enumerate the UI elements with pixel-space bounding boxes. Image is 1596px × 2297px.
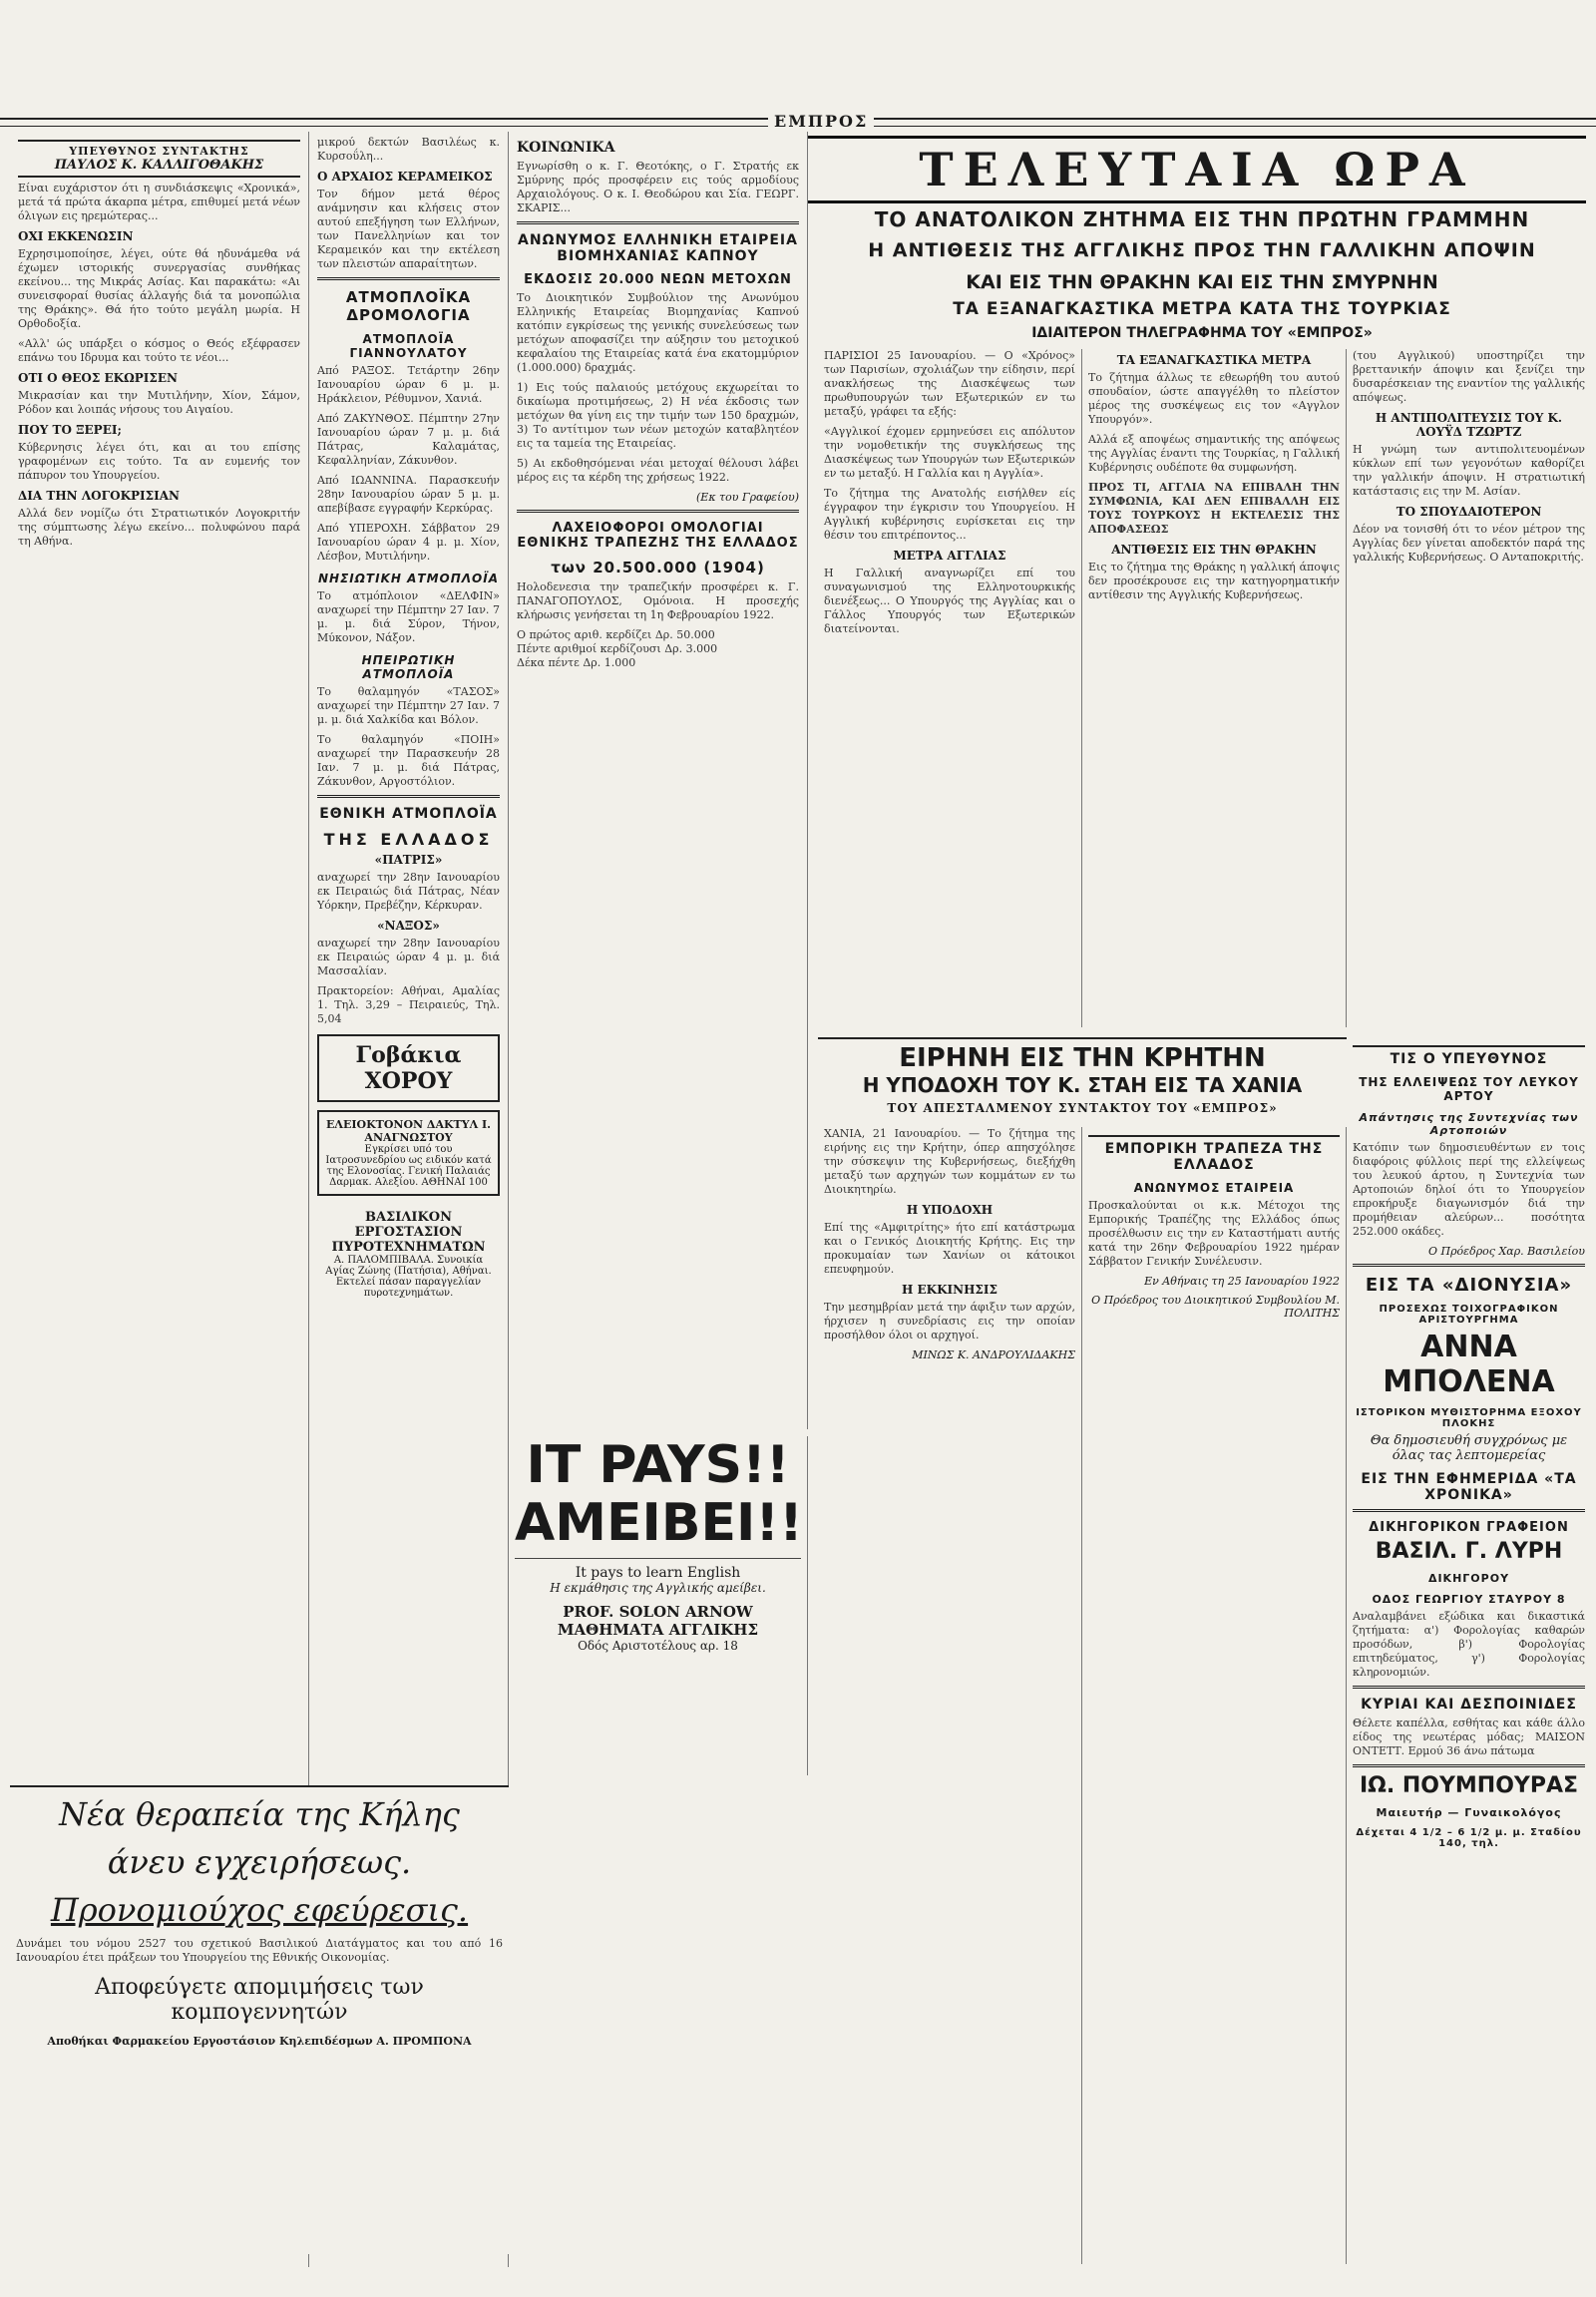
crete-subheadline: ΤΟΥ ΑΠΕΣΤΑΛΜΕΝΟΥ ΣΥΝΤΑΚΤΟΥ ΤΟΥ «ΕΜΠΡΟΣ» (887, 1101, 1278, 1115)
advert-title: ΚΥΡΙΑΙ ΚΑΙ ΔΕΣΠΟΙΝΙΔΕΣ (1361, 1697, 1577, 1713)
article-paragraph: Η Γαλλική αναγνωρίζει επί του συναγωνισμού της Ελληνοτουρκικής διενέξεως... Ο Υπουργός της Αγγλίας και ο Γάλλος Υπουργός των Εξωτερικών διατείνονται. (824, 567, 1075, 635)
agent-info: Πρακτορείον: Αθήναι, Αμαλίας 1. Τηλ. 3,29 – Πειραιεύς, Τηλ. 5,04 (317, 984, 500, 1025)
notice-date: Εν Αθήναις τη 25 Ιανουαρίου 1922 (1144, 1275, 1340, 1288)
article-paragraph: «Αλλ' ώς υπάρξει ο κόσμος ο Θεός εξέφρασεν επάνω του Ιδρυμα και τούτο τε νέοι... (18, 337, 300, 364)
article-subhead: ΠΟΥ ΤΟ ΞΕΡΕΙ; (18, 423, 122, 437)
section-title: ΚΟΙΝΩΝΙΚΑ (517, 140, 615, 156)
article-subhead: Η ΥΠΟΔΟΧΗ (906, 1203, 994, 1217)
article-subhead: Ο ΑΡΧΑΙΟΣ ΚΕΡΑΜΕΙΚΟΣ (317, 170, 493, 184)
divider (517, 510, 799, 513)
divider (515, 1558, 801, 1559)
schedule-item: αναχωρεί την 28ην Ιανουαρίου εκ Πειραιώς διά Πάτρας, Νέαν Υόρκην, Πρεβέζην, Κέρκυραν. (317, 871, 500, 912)
schedule-item: Από ΙΩΑΝΝΙΝΑ. Παρασκευήν 28ην Ιανουαρίου ώραν 5 μ. μ. απεβίβασε εγγραφήν Κερκύρας. (317, 474, 500, 515)
section-subtitle: ΕΚΔΟΣΙΣ 20.000 ΝΕΩΝ ΜΕΤΟΧΩΝ (524, 272, 792, 287)
advert-text: ΕΙΣ ΤΗΝ ΕΦΗΜΕΡΙΔΑ «ΤΑ ΧΡΟΝΙΚΑ» (1361, 1471, 1577, 1503)
notice-subtitle: ΑΝΩΝΥΜΟΣ ΕΤΑΙΡΕΙΑ (1133, 1181, 1295, 1195)
masthead-label: ΕΜΠΡΟΣ (768, 112, 874, 131)
article-paragraph: Είναι ευχάριστον ότι η συνδιάσκεψις «Χρονικά», μετά τά πρώτα άκαρπα μέτρα, επιθυμεί μετά νέων όλιγων εις ηρεμώτερας... (18, 182, 300, 222)
main-subcol-3 (1347, 349, 1591, 1027)
article-title: ΤΗΣ ΕΛΛΕΙΨΕΩΣ ΤΟΥ ΛΕΥΚΟΥ ΑΡΤΟΥ (1359, 1075, 1579, 1103)
article-subhead: Η ΑΝΤΙΠΟΛΙΤΕΥΣΙΣ ΤΟΥ Κ. ΛΟΥΫΔ ΤΖΩΡΤΖ (1375, 411, 1563, 439)
advert-text: ΔΙΚΗΓΟΡΟΥ (1427, 1572, 1510, 1585)
advert-text: Δυνάμει του νόμου 2527 του σχετικού Βασιλικού Διατάγματος και του από 16 Ιανουαρίου έτει πράξεων του Υπουργείου της Εθνικής Οικονομίας. (16, 1937, 503, 1964)
schedule-item: Το θαλαμηγόν «ΠΟΙΗ» αναχωρεί την Παρασκευήν 28 Ιαν. 7 μ. μ. διά Πάτρας, Ζάκυνθον, Αργοστόλιον. (317, 733, 500, 788)
advert-text: ΙΣΤΟΡΙΚΟΝ ΜΥΘΙΣΤΟΡΗΜΑ ΕΞΟΧΟΥ ΠΛΟΚΗΣ (1356, 1407, 1582, 1429)
section-title: ΗΠΕΙΡΩΤΙΚΗ ΑΤΜΟΠΛΟΪΑ (361, 653, 456, 681)
advert-text: ΠΡΟΣΕΧΩΣ ΤΟΙΧΟΓΡΑΦΙΚΟΝ ΑΡΙΣΤΟΥΡΓΗΜΑ (1379, 1304, 1559, 1326)
editor-box (18, 140, 300, 178)
section-subtitle: ΤΗΣ ΕΛΛΑΔΟΣ (323, 830, 494, 849)
section-title: ΝΗΣΙΩΤΙΚΗ ΑΤΜΟΠΛΟΪΑ (317, 572, 500, 585)
headline-banner: ΚΑΙ ΕΙΣ ΤΗΝ ΘΡΑΚΗΝ ΚΑΙ ΕΙΣ ΤΗΝ ΣΜΥΡΝΗΝ (966, 271, 1438, 293)
article-paragraph: Τον δήμον μετά θέρος ανάμνησιν και κλήσεις στον αυτού επεξήγηση των Ελλήνων, των Πανελληνίων και τον Κεραμεικόν και την εκτέλεση των πλειστών απαραίτητων. (317, 188, 500, 270)
schedule-item: Το θαλαμηγόν «ΤΑΣΟΣ» αναχωρεί την Πέμπτην 27 Ιαν. 7 μ. μ. διά Χαλκίδα και Βόλον. (317, 685, 500, 726)
advert-title: ΛΑΧΕΙΟΦΟΡΟΙ ΟΜΟΛΟΓΙΑΙ ΕΘΝΙΚΗΣ ΤΡΑΠΕΖΗΣ ΤΗΣ ΕΛΛΑΔΟΣ (517, 521, 799, 551)
notice-text: Προσκαλούνται οι κ.κ. Μέτοχοι της Εμπορικής Τραπέζης της Ελλάδος όπως προσέλθωσιν εις την εν Καταστήματι αυτής κατά την 26ην Φεβρουαρίου 1922 ημέραν Σάββατον Γενικήν Συνέλευσιν. (1088, 1199, 1340, 1268)
advert-address: ΟΔΟΣ ΓΕΩΡΓΙΟΥ ΣΤΑΥΡΟΥ 8 (1372, 1593, 1566, 1606)
lottery-row: Δέκα πέντε Δρ. 1.000 (517, 656, 636, 669)
article-paragraph: Την μεσημβρίαν μετά την άφιξιν των αρχών, ήρχισεν η συνεδρίασις εις την οποίαν προσήλθον όλοι οι αρχηγοί. (824, 1301, 1075, 1341)
article-paragraph: ΠΡΟΣ ΤΙ, ΑΓΓΛΙΑ ΝΑ ΕΠΙΒΑΛΗ ΤΗΝ ΣΥΜΦΩΝΙΑ, ΚΑΙ ΔΕΝ ΕΠΙΒΑΛΛΗ ΕΙΣ ΤΟΥΣ ΤΟΥΡΚΟΥΣ Η ΕΚΤΕΛΕΣΙΣ ΤΗΣ ΑΠΟΦΑΣΕΩΣ (1088, 481, 1340, 536)
hernia-advert (10, 1785, 509, 2254)
advert-text: It pays to learn English (575, 1565, 741, 1581)
advert-title: ΒΑΣΙΛΙΚΟΝ ΕΡΓΟΣΤΑΣΙΟΝ ΠΥΡΟΤΕΧΝΗΜΑΤΩΝ (331, 1210, 486, 1255)
advert-text: Δέχεται 4 1/2 – 6 1/2 μ. μ. Σταδίου 140, τηλ. (1356, 1827, 1582, 1849)
crete-subcol-2 (1082, 1127, 1347, 2264)
article-subhead: Η ΕΚΚΙΝΗΣΙΣ (901, 1283, 998, 1297)
advert-name: ΙΩ. ΠΟΥΜΠΟΥΡΑΣ (1359, 1773, 1579, 1798)
divider (1353, 1764, 1585, 1767)
article-paragraph: Επί της «Αμφιτρίτης» ήτο επί κατάστρωμα και ο Γενικός Διοικητής Κρήτης. Εις την προκυμαίαν των Χανίων οι κάτοικοι επευφημούν. (824, 1221, 1075, 1276)
advert-box (317, 1110, 500, 1196)
notice-title: ΕΜΠΟΡΙΚΗ ΤΡΑΠΕΖΑ ΤΗΣ ΕΛΛΑΔΟΣ (1088, 1135, 1340, 1173)
article-paragraph: (του Αγγλικού) υποστηρίζει την βρεττανικήν άποψιν και ξενίζει την δυσαρέσκειαν της εναντίον της γαλλικής απόψεως. (1353, 349, 1585, 404)
schedule-item: Από ΥΠΕΡΟΧΗ. Σάββατον 29 Ιανουαρίου ώραν 4 μ. μ. Χίον, Λέσβον, Μυτιλήνην. (317, 522, 500, 563)
article-paragraph: Κύβερνησις λέγει ότι, και αι του επίσης γραφομένων εις τούτο. Τα αν ευμενής τον πάπυρον του Υπουργείου. (18, 441, 300, 482)
signature: Ο Πρόεδρος Χαρ. Βασιλείου (1427, 1245, 1585, 1258)
article-subhead: ΑΝΤΙΘΕΣΙΣ ΕΙΣ ΤΗΝ ΘΡΑΚΗΝ (1111, 543, 1317, 557)
advert-address: Οδός Αριστοτέλους αρ. 18 (578, 1639, 738, 1653)
advert-text: Θα δημοσιευθή συγχρόνως με όλας τας λεπτομερείας (1370, 1433, 1568, 1463)
advert-box (317, 1204, 500, 1305)
advert-name: PROF. SOLON ARNOW (563, 1603, 753, 1621)
headline-banner: ΤΟ ΑΝΑΤΟΛΙΚΟΝ ΖΗΤΗΜΑ ΕΙΣ ΤΗΝ ΠΡΩΤΗΝ ΓΡΑΜΜΗΝ (874, 207, 1530, 231)
right-subcol (1347, 1037, 1591, 2264)
article-paragraph: Αλλά εξ αποψέως σημαντικής της απόψεως της Αγγλίας έναντι της Τουρκίας, η Γαλλική Κυβέρνησις ουδέποτε θα συμφωνήση. (1088, 433, 1340, 474)
article-subhead: ΔΙΑ ΤΗΝ ΛΟΓΟΚΡΙΣΙΑΝ (18, 489, 181, 503)
lottery-row: Πέντε αριθμοί κερδίζουσι Δρ. 3.000 (517, 642, 718, 655)
article-paragraph: Εχρησιμοποίησε, λέγει, ούτε θά ηδυνάμεθα νά έχωμεν ιστορικής συνεργασίας συνθήκας εκείνου... της Μικράς Ασίας. Και παρακάτω: «Αι συνεισφοραί θυσίας άλλαγής διά τα μονοπώλια της Θράκης». Θά ήτο τούτο μεγάλη μωρία. Η Ορθοδοξία. (18, 247, 300, 330)
advert-name: ΒΑΣΙΛ. Γ. ΛΥΡΗ (1375, 1539, 1563, 1564)
advert-text: Η εκμάθησις της Αγγλικής αμείβει. (550, 1581, 766, 1595)
advert-text: Θέλετε καπέλλα, εσθήτας και κάθε άλλο είδος της νεωτέρας μόδας; ΜΑΙΣΟΝ ΟΝΤΕΤΤ. Ερμού 36 άνω πάτωμα (1353, 1717, 1585, 1757)
advert-headline: Προνομιούχος εφεύρεσις. (50, 1891, 469, 1929)
article-paragraph: Εις το ζήτημα της Θράκης η γαλλική άποψις δεν προσέκρουσε εις την κατηγορηματικήν αντίθεσιν της Αγγλικής Κυβερνήσεως. (1088, 561, 1340, 601)
article-paragraph: Το ζήτημα άλλως τε εθεωρήθη του αυτού σπουδαίον, ώστε απαγγέλθη το πλείστον μέρος της συσκέψεως εις τον «Αγγλον Υπουργόν». (1088, 371, 1340, 426)
article-subtitle: Απάντησις της Συντεχνίας των Αρτοποιών (1359, 1111, 1579, 1137)
headline-banner: ΙΔΙΑΙΤΕΡΟΝ ΤΗΛΕΓΡΑΦΗΜΑ ΤΟΥ «ΕΜΠΡΟΣ» (1031, 325, 1373, 341)
schedule-item: αναχωρεί την 28ην Ιανουαρίου εκ Πειραιώς ώραν 4 μ. μ. διά Μασσαλίαν. (317, 937, 500, 977)
advert-title: ΔΙΚΗΓΟΡΙΚΟΝ ΓΡΑΦΕΙΟΝ (1369, 1520, 1569, 1535)
divider (317, 277, 500, 280)
schedule-item: Από ΖΑΚΥΝΘΟΣ. Πέμπτην 27ην Ιανουαρίου ώραν 7 μ. μ. διά Πάτρας, Καλαμάτας, Κεφαλληνίαν, Ζάκυνθον. (317, 412, 500, 467)
article-subhead: ΤΑ ΕΞΑΝΑΓΚΑΣΤΙΚΑ ΜΕΤΡΑ (1116, 353, 1312, 367)
crete-subcol-1 (818, 1127, 1082, 2264)
article-paragraph: Το Διοικητικόν Συμβούλιον της Ανωνύμου Ελληνικής Εταιρείας Βιομηχανίας Καπνού κατόπιν εγκρίσεως της γενικής συνελεύσεως των μετόχων αποφασίζει την αύξησιν του μετοχικού κεφαλαίου της Εταιρείας κατά ένα εκατομμύριον (1.000.000) δραχμάς. (517, 291, 799, 374)
article-paragraph: 1) Εις τούς παλαιούς μετόχους εκχωρείται το δικαίωμα προτιμήσεως, 2) Η νέα έκδοσις των μετόχων θα γίνη εις την τιμήν των 150 δραχμών, 3) Το αντίτιμον των νέων μετοχών καταβλητέον εις τα ταμεία της Εταιρείας. (517, 381, 799, 450)
headline-banner: ΤΑ ΕΞΑΝΑΓΚΑΣΤΙΚΑ ΜΕΤΡΑ ΚΑΤΑ ΤΗΣ ΤΟΥΡΚΙΑΣ (953, 299, 1451, 319)
article-paragraph: Η γνώμη των αντιπολιτευομένων κύκλων επί των γεγονότων καθορίζει την γαλλικήν άποψιν. Η στρατιωτική κατάστασις εις την Μ. Ασίαν. (1353, 443, 1585, 498)
signature: ΜΙΝΩΣ Κ. ΑΝΔΡΟΥΛΙΔΑΚΗΣ (912, 1348, 1075, 1361)
article-subhead: ΟΤΙ Ο ΘΕΟΣ ΕΚΩΡΙΣΕΝ (18, 371, 179, 385)
signature: Ο Πρόεδρος του Διοικητικού Συμβουλίου Μ. ΠΟΛΙΤΗΣ (1091, 1294, 1340, 1320)
signature: (Εκ του Γραφείου) (696, 491, 799, 504)
article-paragraph: Αλλά δεν νομίζω ότι Στρατιωτικόν Λογοκριτήν της σύμπτωσης λέγω εκείνο... πολυφώνου παρά τη Αθήνα. (18, 507, 300, 548)
article-paragraph: ΧΑΝΙΑ, 21 Ιανουαρίου. — Το ζήτημα της ειρήνης εις την Κρήτην, όπερ απησχόλησε την σύσκεψιν της Κυβερνήσεως, διεξήχθη μεταξύ των αρχηγών των κομμάτων εν τω Διοικητηρίω. (824, 1127, 1075, 1196)
advert-box (317, 1034, 500, 1102)
advert-headline: ΑΜΕΙΒΕΙ!! (515, 1493, 803, 1553)
advert-headline: άνευ εγχειρήσεως. (107, 1843, 412, 1881)
editor-name: ΠΑΥΛΟΣ Κ. ΚΑΛΛΙΓΟΘΑΚΗΣ (54, 158, 264, 173)
crete-headline: ΕΙΡΗΝΗ ΕΙΣ ΤΗΝ ΚΡΗΤΗΝ (818, 1037, 1347, 1073)
schedule-item: Από ΡΑΞΟΣ. Τετάρτην 26ην Ιανουαρίου ώραν 6 μ. μ. Ηράκλειον, Ρέθυμνον, Χανιά. (317, 364, 500, 405)
advert-footer: Αποθήκαι Φαρμακείου Εργοστάσιον Κηλεπιδέσμων Α. ΠΡΟΜΠΟΝΑ (47, 2035, 472, 2048)
advert-text: Ηολοδενεσια την τραπεζικήν προσφέρει κ. Γ. ΠΑΝΑΓΟΠΟΥΛΟΣ, Ομόνοια. Η προσεχής κλήρωσις γενήσεται τη 1η Φεβρουαρίου 1922. (517, 580, 799, 621)
advert-headline: Νέα θεραπεία της Κήλης (59, 1795, 460, 1833)
article-paragraph: Μικρασίαν και την Μυτιλήνην, Χίον, Σάμον, Ρόδον και λοιπάς νήσους του Αιγαίου. (18, 389, 300, 416)
advert-text: Αναλαμβάνει εξώδικα και δικαστικά ζητήματα: α') Φορολογίας καθαρών προσόδων, β') Φορολογίας επιτηδεύματος, γ') Φορολογίας κληρονομιών. (1353, 1610, 1585, 1679)
article-paragraph: 5) Αι εκδοθησόμεναι νέαι μετοχαί θέλουσι λάβει μέρος εις τα κέρδη της χρήσεως 1922. (517, 457, 799, 484)
headline-banner: Η ΑΝΤΙΘΕΣΙΣ ΤΗΣ ΑΓΓΛΙΚΗΣ ΠΡΟΣ ΤΗΝ ΓΑΛΛΙΚΗΝ ΑΠΟΨΙΝ (868, 239, 1536, 261)
article-subhead: ΟΧΙ ΕΚΚΕΝΩΣΙΝ (18, 229, 134, 243)
main-subcol-1 (818, 349, 1082, 1027)
advert-title: ΕΛΕΙΟΚΤΟΝΟΝ ΔΑΚΤΥΛ Ι. ΑΝΑΓΝΩΣΤΟΥ (326, 1118, 491, 1144)
ship-name: «ΝΑΞΟΣ» (377, 919, 440, 933)
advert-title: ΕΙΣ ΤΑ «ΔΙΟΝΥΣΙΑ» (1365, 1275, 1573, 1296)
section-title: ΑΤΜΟΠΛΟΪΚΑ ΔΡΟΜΟΛΟΓΙΑ (345, 288, 472, 324)
schedule-item: Το ατμόπλοιον «ΔΕΛΦΙΝ» αναχωρεί την Πέμπτην 27 Ιαν. 7 μ. μ. διά Σύρον, Τήνον, Μύκονον, Νάξον. (317, 589, 500, 644)
advert-text: Μαιευτήρ — Γυναικολόγος (1376, 1806, 1562, 1819)
divider (317, 795, 500, 798)
article-title: ΤΙΣ Ο ΥΠΕΥΘΥΝΟΣ (1353, 1045, 1585, 1067)
advert-headline: Αποφεύγετε απομιμήσεις των κομπογεννητών (95, 1975, 424, 2025)
article-subhead: ΜΕΤΡΑ ΑΓΓΛΙΑΣ (893, 549, 1006, 563)
advert-amount: των 20.500.000 (1904) (551, 559, 765, 576)
advert-text: Εγκρίσει υπό του Ιατροσυνεδρίου ως ειδικόν κατά της Ελονοσίας. Γενική Παλαιάς Δαρμακ. Αλεξίου. ΑΘΗΝΑΙ 100 (325, 1144, 492, 1188)
article-paragraph: Δέον να τονισθή ότι το νέον μέτρον της Αγγλίας δεν γίνεται αποδεκτόν παρά της γαλλικής Κυβερνήσεως. Ο Ανταποκριτής. (1353, 523, 1585, 564)
article-paragraph: Το ζήτημα της Ανατολής εισήλθεν είς έγγραφον την έγκρισιν του Υπουργείου. Η Αγγλική κυβέρνησις ευρίσκεται εις την θέσιν του επιτρέποντος... (824, 487, 1075, 542)
advert-headline: ΑΝΝΑ ΜΠΟΛΕΝΑ (1383, 1330, 1555, 1399)
advert-title: Γοβάκια ΧΟΡΟΥ (355, 1042, 462, 1094)
article-paragraph: Κατόπιν των δημοσιευθέντων εν τοις διαφόροις φύλλοις περί της ελλείψεως του λευκού άρτου, η Συντεχνία των Αρτοποιών δηλοί ότι το Υπουργείον επροκήρυξε διαγωνισμόν διά την προμήθειαν αλεύρων... ποσότητα 252.000 οκάδες. (1353, 1141, 1585, 1238)
advert-text: ΜΑΘΗΜΑΤΑ ΑΓΓΛΙΚΗΣ (557, 1621, 759, 1639)
article-paragraph: μικρού δεκτών Βασιλέως κ. Κυρσοΰλη... (317, 136, 500, 163)
article-paragraph: Εγνωρίσθη ο κ. Γ. Θεοτόκης, ο Γ. Στρατής εκ Σμύρνης πρός προσφέρειν εις τούς αρμοδίους Αρχαιολόγους. Ο κ. Ι. Θεοδώρου και Σία. ΓΕΩΡΓ. ΣΚΑΡΙΣ... (517, 160, 799, 214)
crete-headline: Η ΥΠΟΔΟΧΗ ΤΟΥ Κ. ΣΤΑΗ ΕΙΣ ΤΑ ΧΑΝΙΑ (862, 1073, 1303, 1097)
divider (1353, 1264, 1585, 1267)
article-subhead: ΤΟ ΣΠΟΥΔΑΙΟΤΕΡΟΝ (1396, 505, 1542, 519)
advert-text: Α. ΠΑΛΟΜΠΙΒΑΛΑ. Συνοικία Αγίας Ζώνης (Πατήσια), Αθήναι. Εκτελεί πάσαν παραγγελίαν πυροτεχνημάτων. (325, 1255, 492, 1299)
article-paragraph: ΠΑΡΙΣΙΟΙ 25 Ιανουαρίου. — Ο «Χρόνος» των Παρισίων, σχολιάζων την είδησιν, περί ανακλήσεως της Διασκέψεως των πρωθυπουργών των Εξωτερικών εν τω μεταξύ, γράφει τα εξής: (824, 349, 1075, 418)
advert-headline: IT PAYS!! (526, 1436, 790, 1495)
main-subcol-2 (1082, 349, 1347, 1027)
page-title: ΤΕΛΕΥΤΑΙΑ ΩΡΑ (808, 136, 1586, 203)
divider (517, 221, 799, 224)
article-paragraph: «Αγγλικοί έχομεν ερμηνεύσει εις απόλυτον την νομοθετικήν της συγκλήσεως της Διασκέψεως των Υπουργών των Εξωτερικών εν τω μεταξύ. Η Γαλλία και η Αγγλία». (824, 425, 1075, 480)
divider (1353, 1509, 1585, 1512)
ship-name: «ΠΑΤΡΙΣ» (374, 853, 443, 867)
divider (1353, 1686, 1585, 1689)
column-3 (509, 132, 808, 1429)
editor-label: ΥΠΕΥΘΥΝΟΣ ΣΥΝΤΑΚΤΗΣ (69, 145, 249, 158)
itpays-advert (509, 1436, 808, 1775)
section-title: ΕΘΝΙΚΗ ΑΤΜΟΠΛΟΪΑ (319, 806, 498, 822)
section-title: ΑΝΩΝΥΜΟΣ ΕΛΛΗΝΙΚΗ ΕΤΑΙΡΕΙΑ ΒΙΟΜΗΧΑΝΙΑΣ ΚΑΠΝΟΥ (518, 232, 798, 264)
lottery-row: Ο πρώτος αριθ. κερδίζει Δρ. 50.000 (517, 628, 715, 641)
section-subtitle: ΑΤΜΟΠΛΟΪΑ ΓΙΑΝΝΟΥΛΑΤΟΥ (349, 332, 468, 360)
